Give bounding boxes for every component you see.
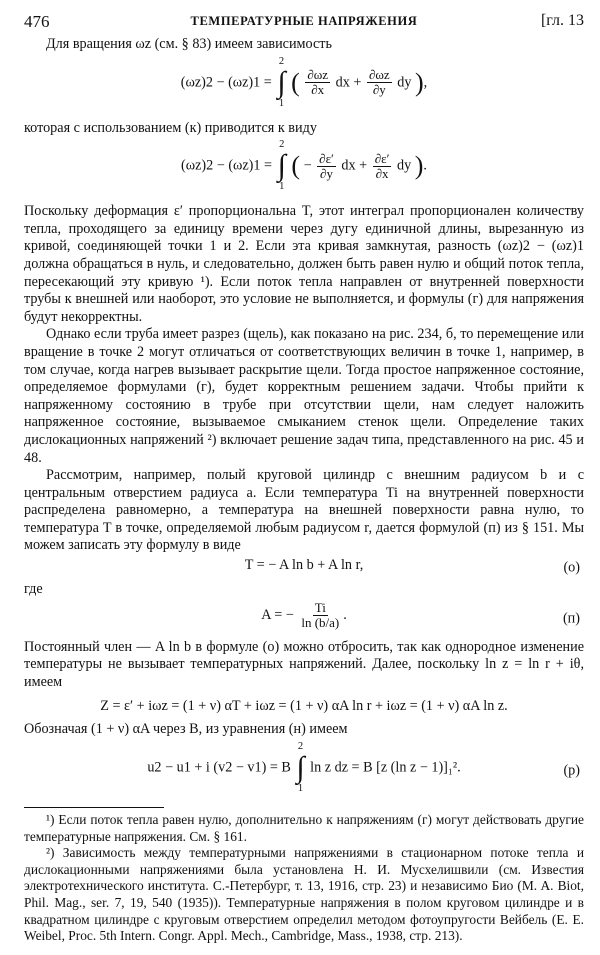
eq3-body: T = − A ln b + A ln r, [244, 557, 364, 574]
eq2-mid: dx + [341, 157, 368, 174]
upper-limit: 2 [278, 55, 285, 67]
eq2-left: (ωz)2 − (ωz)1 = [181, 157, 273, 174]
paragraph-slit: Однако если труба имеет разрез (щель), как показано на рис. 234, б, то перемещение или вращение в точке 2 могут отличаться от соответствующих величин в точке 1, например, в том случае, когда нагрев вызывает раскрытие щели. Тогда простое напряженное состояние, определяемое формулами (г), будет корректным решением задачи. Чтобы прийти к напряженному состоянию в трубе при отсутствии щели, нам следует наложить напряженное состояние, вызываемое смыканием стенок щели. Определение таких дислокационных напряжений ²) включает решение задач типа, представленного на рис. 45 и 48. [24, 326, 584, 466]
footnote-1: ¹) Если поток тепла равен нулю, дополнительно к напряжениям (г) могут действовать другие температурные напряжения. См. § 161. [24, 812, 584, 844]
where-label: где [24, 581, 43, 598]
fraction: $\frac{\partial\varepsilon'}{\partial x}$ [374, 150, 390, 181]
paragraph-constant: Постоянный член — A ln b в формуле (о) можно отбросить, так как однородное изменение температуры не вызывает температурных напряжений. Далее, поскольку ln z = ln r + iθ, имеем [24, 638, 584, 690]
eq5-body: Z = ε′ + iωz = (1 + ν) αT + iωz = (1 + ν) αA ln r + iωz = (1 + ν) αA ln z. [100, 698, 508, 715]
page-number: 476 [24, 12, 50, 31]
chapter-label: [гл. 13 [540, 12, 584, 29]
fraction: $\frac{Ti}{\ln (b/a)}$ [301, 599, 340, 630]
integral-sign: 2 ∫ 1 [277, 55, 286, 109]
eq1-left: (ωz)2 − (ωz)1 = [180, 73, 272, 90]
upper-limit: 2 [297, 741, 304, 753]
equation-rotation-integral: (ωz)2 − (ωz)1 = 2 ∫ 1 ( $\frac{\partial\omega z}{\partial x}$ dx + $\frac{\partial\omega z}{\partial y}$ dy ), [180, 55, 428, 109]
upper-limit: 2 [279, 139, 285, 151]
paragraph-denote: Обозначая (1 + ν) αA через B, из уравнения (н) имеем [24, 721, 348, 738]
equation-p [24, 601, 584, 637]
paragraph-heat-flow: Поскольку деформация ε′ пропорциональна T, этот интеграл пропорционален количеству тепла, проходящего за единицу времени через дугу единичной длины, вырезанную из кривой, соединяющей точки 1 и 2. Если эта кривая замкнутая, разность (ωz)2 − (ωz)1 должна обращаться в нуль, и следовательно, должен быть равен нулю и общий поток тепла, пересекающий эту кривую ¹). Если поток тепла направлен от внутренней поверхности трубы к внешней или наоборот, это условие не выполняется, и формулы (г) для напряжения будут некорректны. [24, 203, 584, 325]
eq1-mid: dx + [335, 73, 362, 90]
integral-sign: 2 ∫ 1 [296, 741, 305, 795]
eq6-right: ln z dz = B [z (ln z − 1)]₁². [310, 759, 461, 776]
equation-complex [24, 693, 584, 719]
equation-rotation-strain: (ωz)2 − (ωz)1 = 2 ∫ 1 ( − $\frac{\partial\varepsilon'}{\partial y}$ dx + $\frac{\partial\varepsilon'}{\partial x}$ dy ). [181, 139, 427, 193]
eq1-end: dy [397, 73, 412, 90]
equation-number: (о) [563, 559, 580, 576]
footnote-2: ²) Зависимость между температурными напряжениями в стационарном потоке тепла и дислокационными напряжениями была установлена Н. И. Мусхелишвили (см. Известия электротехнического института. С.-Петербург, т. 13, 1916, стр. 23) и независимо Био (M. A. Biot, Phil. Mag., ser. 7, 19, 540 (1935)). Температурные напряжения в полом круговом цилиндре и в квадратном цилиндре с круговым отверстием определил методом фотоупругости Вейбель (E. E. Weibel, Proc. 5th Intern. Congr. Appl. Mech., Cambridge, Mass., 1938, стр. 213). [24, 845, 584, 944]
footnote-divider [24, 807, 164, 808]
running-header [24, 10, 584, 36]
paragraph-transform: которая с использованием (к) приводится к виду [24, 119, 317, 136]
equation-o [24, 557, 584, 579]
book-page [24, 10, 584, 945]
paragraph-rotation: Для вращения ωz (см. § 83) имеем зависимость [46, 36, 332, 52]
eq6-left: u2 − u1 + i (v2 − v1) = B [147, 759, 291, 776]
equation-r [24, 741, 584, 801]
integral-sign: 2 ∫ 1 [277, 139, 286, 193]
paragraph-cylinder: Рассмотрим, например, полый круговой цилиндр с внешним радиусом b и с центральным отверстием радиуса a. Если температура Ti на внутренней поверхности распределена равномерно, а температура на внешней поверхности равна нулю, то температура T в точке, определяемой любым радиусом r, дается формулой (п) из § 151. Мы можем записать эту формулу в виде [24, 467, 584, 554]
lower-limit: 1 [279, 181, 285, 193]
fraction: $\frac{\partial\omega z}{\partial x}$ [307, 67, 329, 98]
running-title: ТЕМПЕРАТУРНЫЕ НАПРЯЖЕНИЯ [190, 14, 418, 28]
fraction: $\frac{\partial\varepsilon'}{\partial y}$ [319, 150, 334, 181]
equation-number: (р) [563, 762, 580, 779]
fraction: $\frac{\partial\omega z}{\partial y}$ [368, 67, 390, 98]
eq2-end: dy [397, 157, 412, 174]
lower-limit: 1 [297, 783, 304, 795]
eq4-left: A = − [261, 606, 294, 623]
equation-number: (п) [562, 610, 580, 627]
eq4-end: . [343, 606, 347, 623]
lower-limit: 1 [278, 97, 285, 109]
